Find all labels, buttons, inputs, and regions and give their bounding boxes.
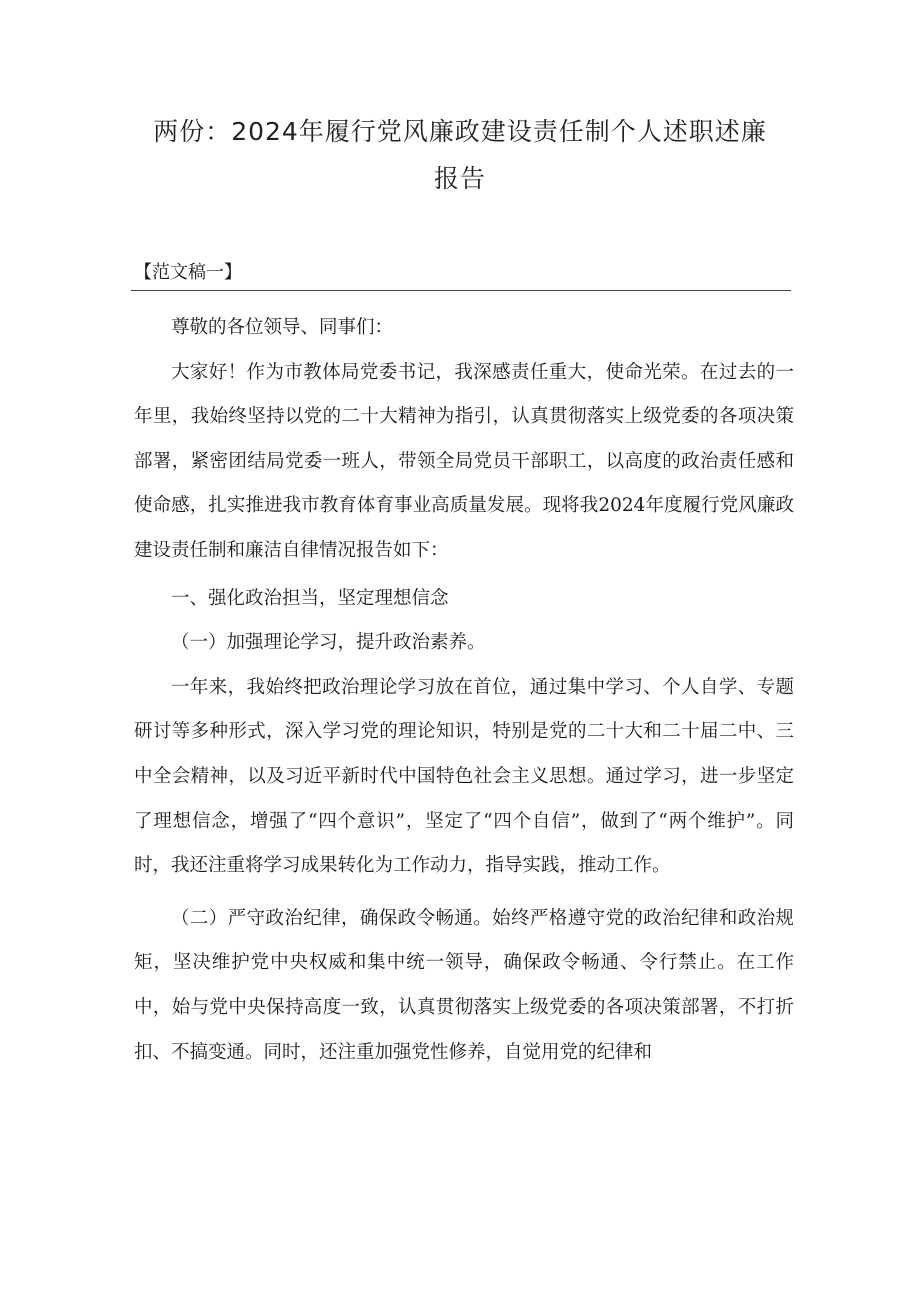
- paragraph-intro: 大家好！作为市教体局党委书记，我深感责任重大，使命光荣。在过去的一年里，我始终坚持以党的二十大精神为指引，认真贯彻落实上级党委的各项决策部署，紧密团结局党委一班人，带领全局党员干部职工，以高度的政治责任感和使命感，扎实推进我市教育体育事业高质量发展。现将我2024年度履行党风廉政建设责任制和廉洁自律情况报告如下：: [134, 361, 794, 561]
- subheading-1: （一）加强理论学习，提升政治素养。: [171, 632, 486, 654]
- section-label: 【范文稿一】: [134, 262, 242, 283]
- salutation: 尊敬的各位领导、同事们：: [171, 317, 394, 338]
- paragraph-discipline: （二）严守政治纪律，确保政令畅通。始终严格遵守党的政治纪律和政治规矩，坚决维护党中央权威和集中统一领导，确保政令畅通、令行禁止。在工作中，始与党中央保持高度一致，认真贯彻落实上级党委的各项决策部署，不打折扣、不搞变通。同时，还注重加强党性修养，自觉用党的纪律和: [134, 907, 794, 1063]
- document-title: [100, 108, 820, 202]
- title-line-2: 报告: [433, 164, 486, 193]
- paragraph-study: 一年来，我始终把政治理论学习放在首位，通过集中学习、个人自学、专题研讨等多种形式，深入学习党的理论知识，特别是党的二十大和二十届二中、三中全会精神，以及习近平新时代中国特色社会主义思想。通过学习，进一步坚定了理想信念，增强了“四个意识”，坚定了“四个自信”，做到了“两个维护”。同时，我还注重将学习成果转化为工作动力，指导实践，推动工作。: [134, 676, 794, 877]
- document-body: [134, 306, 794, 1075]
- title-line-1: 两份：2024年履行党风廉政建设责任制个人述职述廉: [153, 117, 767, 146]
- heading-section-1: 一、强化政治担当，坚定理想信念: [171, 587, 449, 609]
- divider: [131, 290, 791, 291]
